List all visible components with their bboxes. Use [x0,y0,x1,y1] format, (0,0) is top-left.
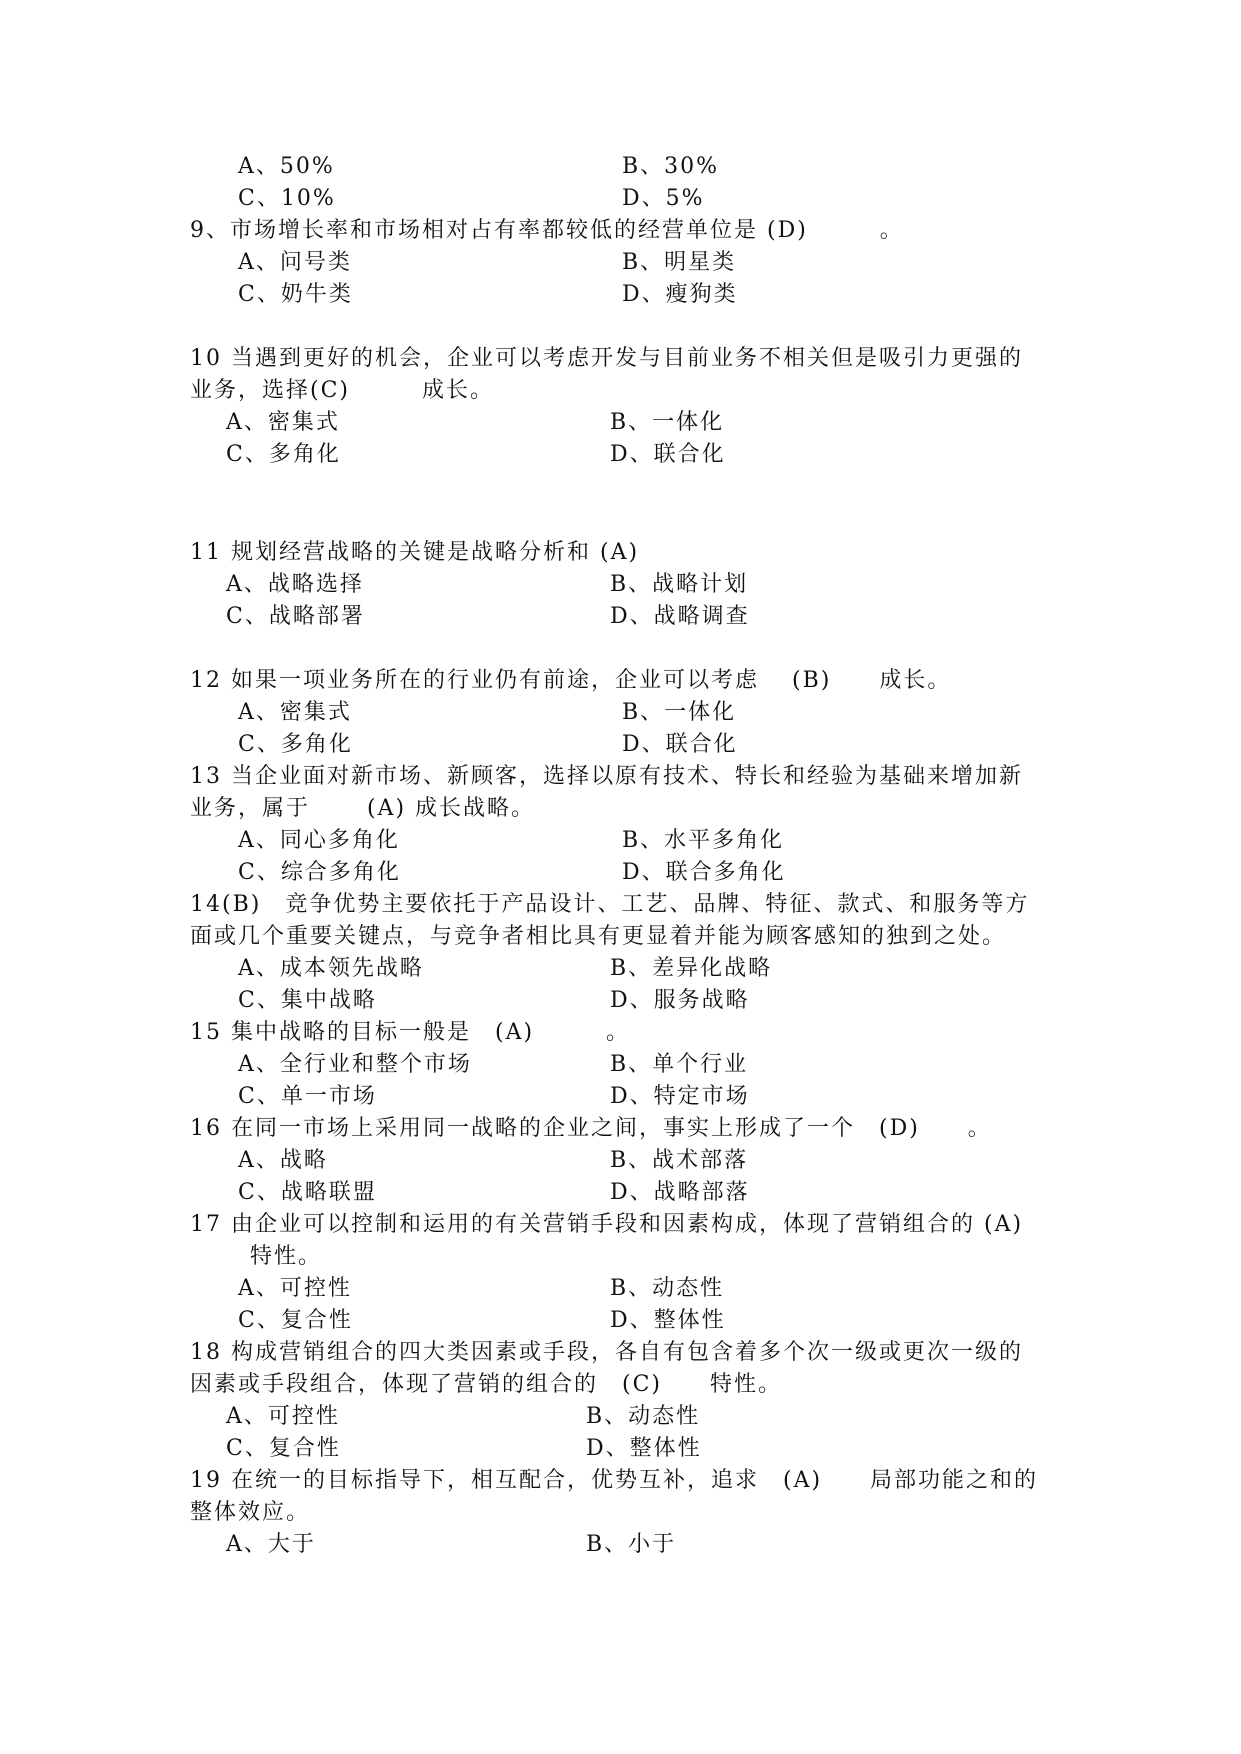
q19-option-a: A、大于 [226,1532,316,1557]
q18-option-c: C、复合性 [226,1436,341,1461]
q10-option-b: B、一体化 [610,410,725,435]
q10-option-a: A、密集式 [226,410,340,435]
q11-option-a: A、战略选择 [226,572,364,597]
q8-option-c: C、10% [238,186,336,211]
q17-option-c: C、复合性 [238,1308,353,1333]
q15-option-c: C、单一市场 [238,1084,377,1109]
q14-option-b: B、差异化战略 [610,956,773,981]
q14-text-line1: 14(B) 竞争优势主要依托于产品设计、工艺、品牌、特征、款式、和服务等方 [190,892,1030,917]
q17-option-d: D、整体性 [610,1308,726,1333]
q15-text: 15 集中战略的目标一般是 (A) 。 [190,1020,631,1045]
q18-text-line1: 18 构成营销组合的四大类因素或手段，各自有包含着多个次一级或更次一级的 [190,1340,1023,1365]
q8-option-d: D、5% [622,186,705,211]
q12-text: 12 如果一项业务所在的行业仍有前途，企业可以考虑 (B) 成长。 [190,668,952,693]
q9-option-b: B、明星类 [622,250,737,275]
q14-option-a: A、成本领先战略 [238,956,424,981]
q13-option-c: C、综合多角化 [238,860,401,885]
q11-option-c: C、战略部署 [226,604,365,629]
q15-option-d: D、特定市场 [610,1084,750,1109]
q18-text-line2: 因素或手段组合，体现了营销的组合的 (C) 特性。 [190,1372,783,1397]
q16-option-b: B、战术部落 [610,1148,749,1173]
q12-option-b: B、一体化 [622,700,737,725]
q16-option-d: D、战略部落 [610,1180,750,1205]
q19-text-line1: 19 在统一的目标指导下，相互配合，优势互补，追求 (A) 局部功能之和的 [190,1468,1039,1493]
q18-option-b: B、动态性 [586,1404,701,1429]
q9-option-a: A、问号类 [238,250,352,275]
q8-option-b: B、30% [622,154,720,179]
q13-option-a: A、同心多角化 [238,828,400,853]
q14-text-line2: 面或几个重要关键点，与竞争者相比具有更显着并能为顾客感知的独到之处。 [190,924,1007,949]
q13-option-b: B、水平多角化 [622,828,785,853]
q14-option-c: C、集中战略 [238,988,377,1013]
q17-option-a: A、可控性 [238,1276,352,1301]
q16-text: 16 在同一市场上采用同一战略的企业之间，事实上形成了一个 (D) 。 [190,1116,992,1141]
q12-option-a: A、密集式 [238,700,352,725]
q9-option-c: C、奶牛类 [238,282,353,307]
q17-option-b: B、动态性 [610,1276,725,1301]
q13-text-line2: 业务，属于 (A) 成长战略。 [190,796,536,821]
q10-option-d: D、联合化 [610,442,726,467]
q12-option-d: D、联合化 [622,732,738,757]
q15-option-a: A、全行业和整个市场 [238,1052,472,1077]
q16-option-a: A、战略 [238,1148,328,1173]
q8-option-a: A、50% [238,154,335,179]
q16-option-c: C、战略联盟 [238,1180,377,1205]
q15-option-b: B、单个行业 [610,1052,749,1077]
q11-text: 11 规划经营战略的关键是战略分析和 (A) [190,540,640,565]
q19-text-line2: 整体效应。 [190,1500,311,1525]
q17-text-line2: 特性。 [250,1244,323,1269]
q10-text-line2: 业务，选择(C) 成长。 [190,378,494,403]
q10-option-c: C、多角化 [226,442,341,467]
q14-option-d: D、服务战略 [610,988,750,1013]
q13-option-d: D、联合多角化 [622,860,786,885]
q10-text-line1: 10 当遇到更好的机会，企业可以考虑开发与目前业务不相关但是吸引力更强的 [190,346,1023,371]
q9-text: 9、市场增长率和市场相对占有率都较低的经营单位是 (D) 。 [190,218,904,243]
q17-text-line1: 17 由企业可以控制和运用的有关营销手段和因素构成，体现了营销组合的 (A) [190,1212,1024,1237]
q11-option-d: D、战略调查 [610,604,750,629]
q12-option-c: C、多角化 [238,732,353,757]
q19-option-b: B、小于 [586,1532,677,1557]
q13-text-line1: 13 当企业面对新市场、新顾客，选择以原有技术、特长和经验为基础来增加新 [190,764,1023,789]
q18-option-d: D、整体性 [586,1436,702,1461]
q18-option-a: A、可控性 [226,1404,340,1429]
q9-option-d: D、瘦狗类 [622,282,738,307]
q11-option-b: B、战略计划 [610,572,749,597]
